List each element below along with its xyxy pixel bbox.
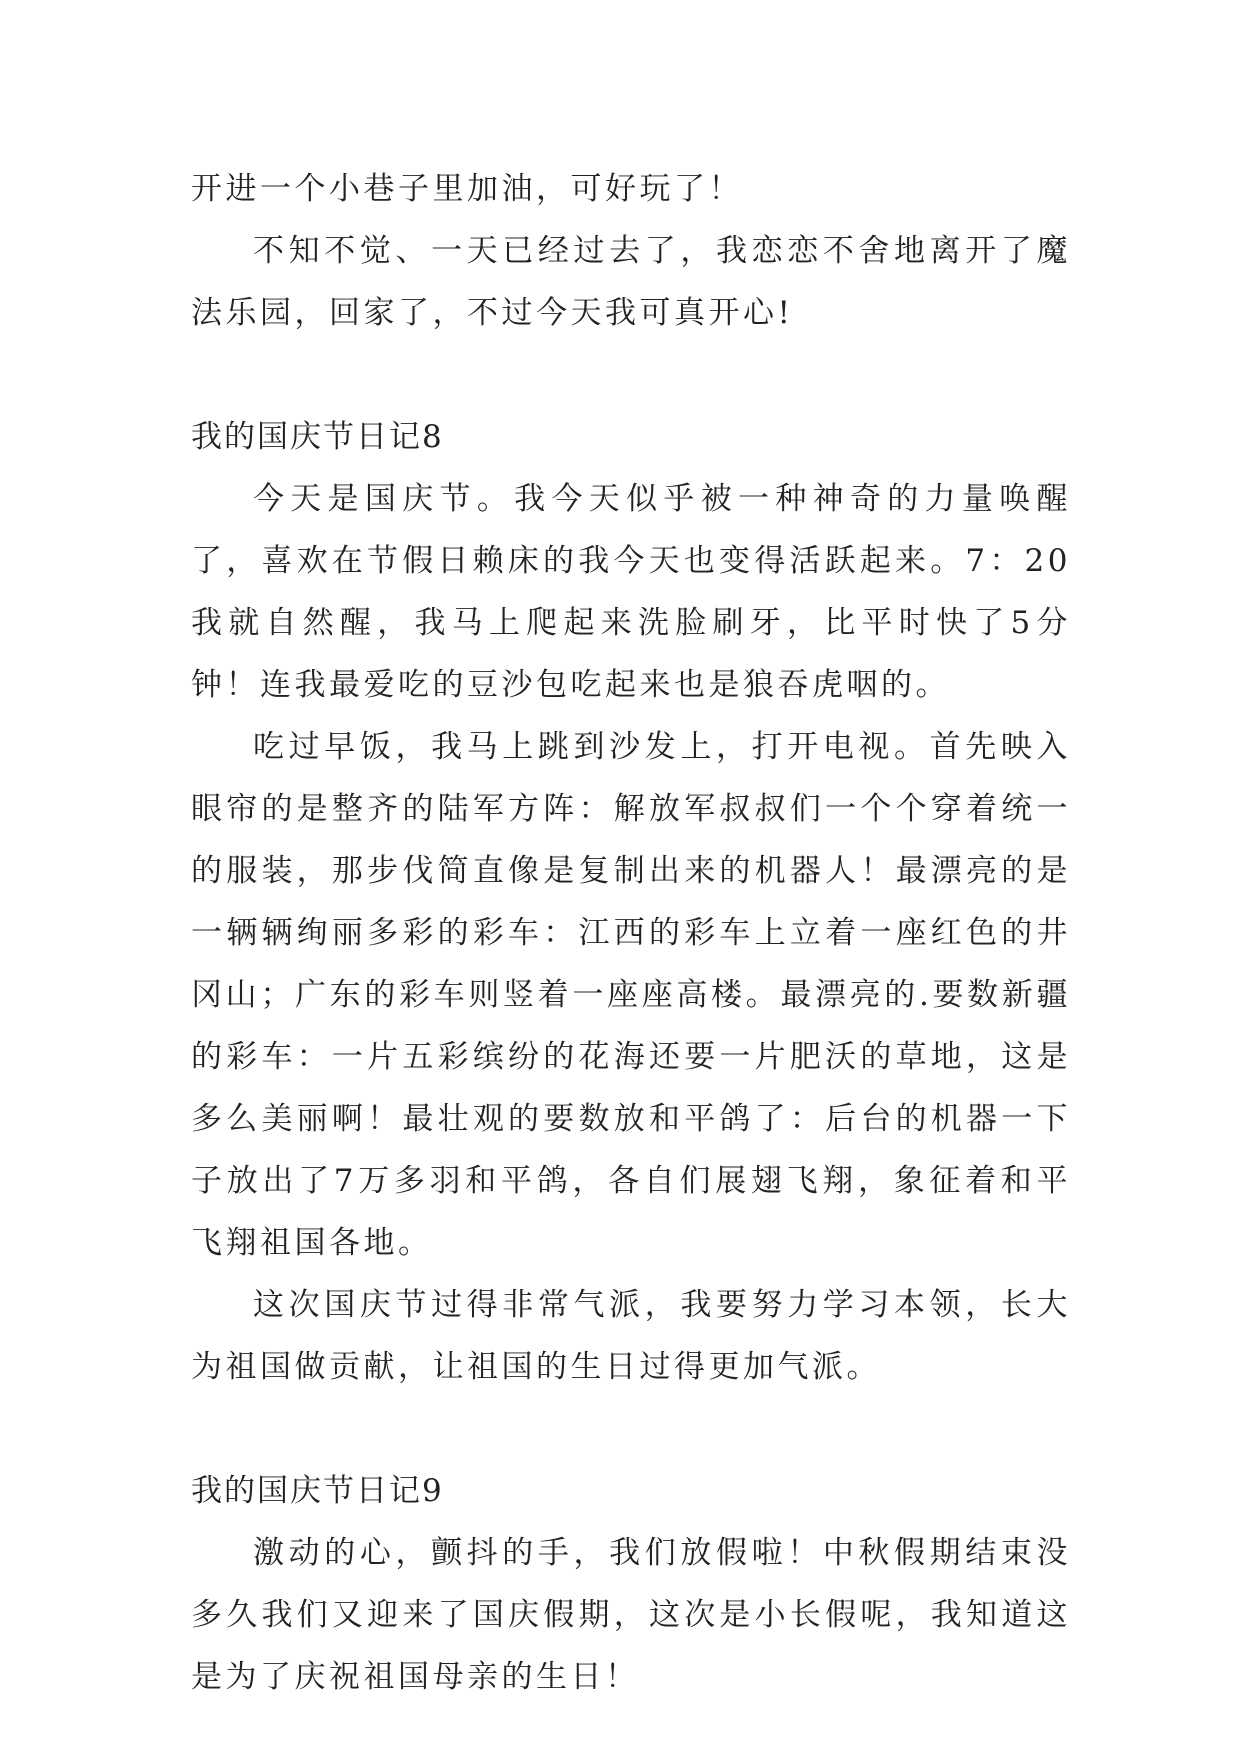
paragraph: 今天是国庆节。我今天似乎被一种神奇的力量唤醒了，喜欢在节假日赖床的我今天也变得活跃起来。7：20我就自然醒，我马上爬起来洗脸刷牙，比平时快了5分钟！连我最爱吃的豆沙包吃起来也是狼吞虎咽的。: [191, 481, 1071, 703]
paragraph: 不知不觉、一天已经过去了，我恋恋不舍地离开了魔法乐园，回家了，不过今天我可真开心!: [191, 233, 1071, 331]
diary-entry-heading: 我的国庆节日记9: [191, 1473, 444, 1509]
paragraph: 激动的心，颤抖的手，我们放假啦！中秋假期结束没多久我们又迎来了国庆假期，这次是小长假呢，我知道这是为了庆祝祖国母亲的生日！: [191, 1535, 1071, 1695]
diary-entry-heading: 我的国庆节日记8: [191, 419, 444, 455]
paragraph: 这次国庆节过得非常气派，我要努力学习本领，长大为祖国做贡献，让祖国的生日过得更加气派。: [191, 1287, 1071, 1385]
document-body: [191, 158, 1071, 1708]
paragraph-continuation: 开进一个小巷子里加油，可好玩了！: [191, 171, 743, 207]
paragraph: 吃过早饭，我马上跳到沙发上，打开电视。首先映入眼帘的是整齐的陆军方阵：解放军叔叔们一个个穿着统一的服装，那步伐简直像是复制出来的机器人！最漂亮的是一辆辆绚丽多彩的彩车：江西的彩车上立着一座红色的井冈山；广东的彩车则竖着一座座高楼。最漂亮的.要数新疆的彩车：一片五彩缤纷的花海还要一片肥沃的草地，这是多么美丽啊！最壮观的要数放和平鸽了：后台的机器一下子放出了7万多羽和平鸽，各自们展翅飞翔，象征着和平飞翔祖国各地。: [191, 729, 1071, 1261]
